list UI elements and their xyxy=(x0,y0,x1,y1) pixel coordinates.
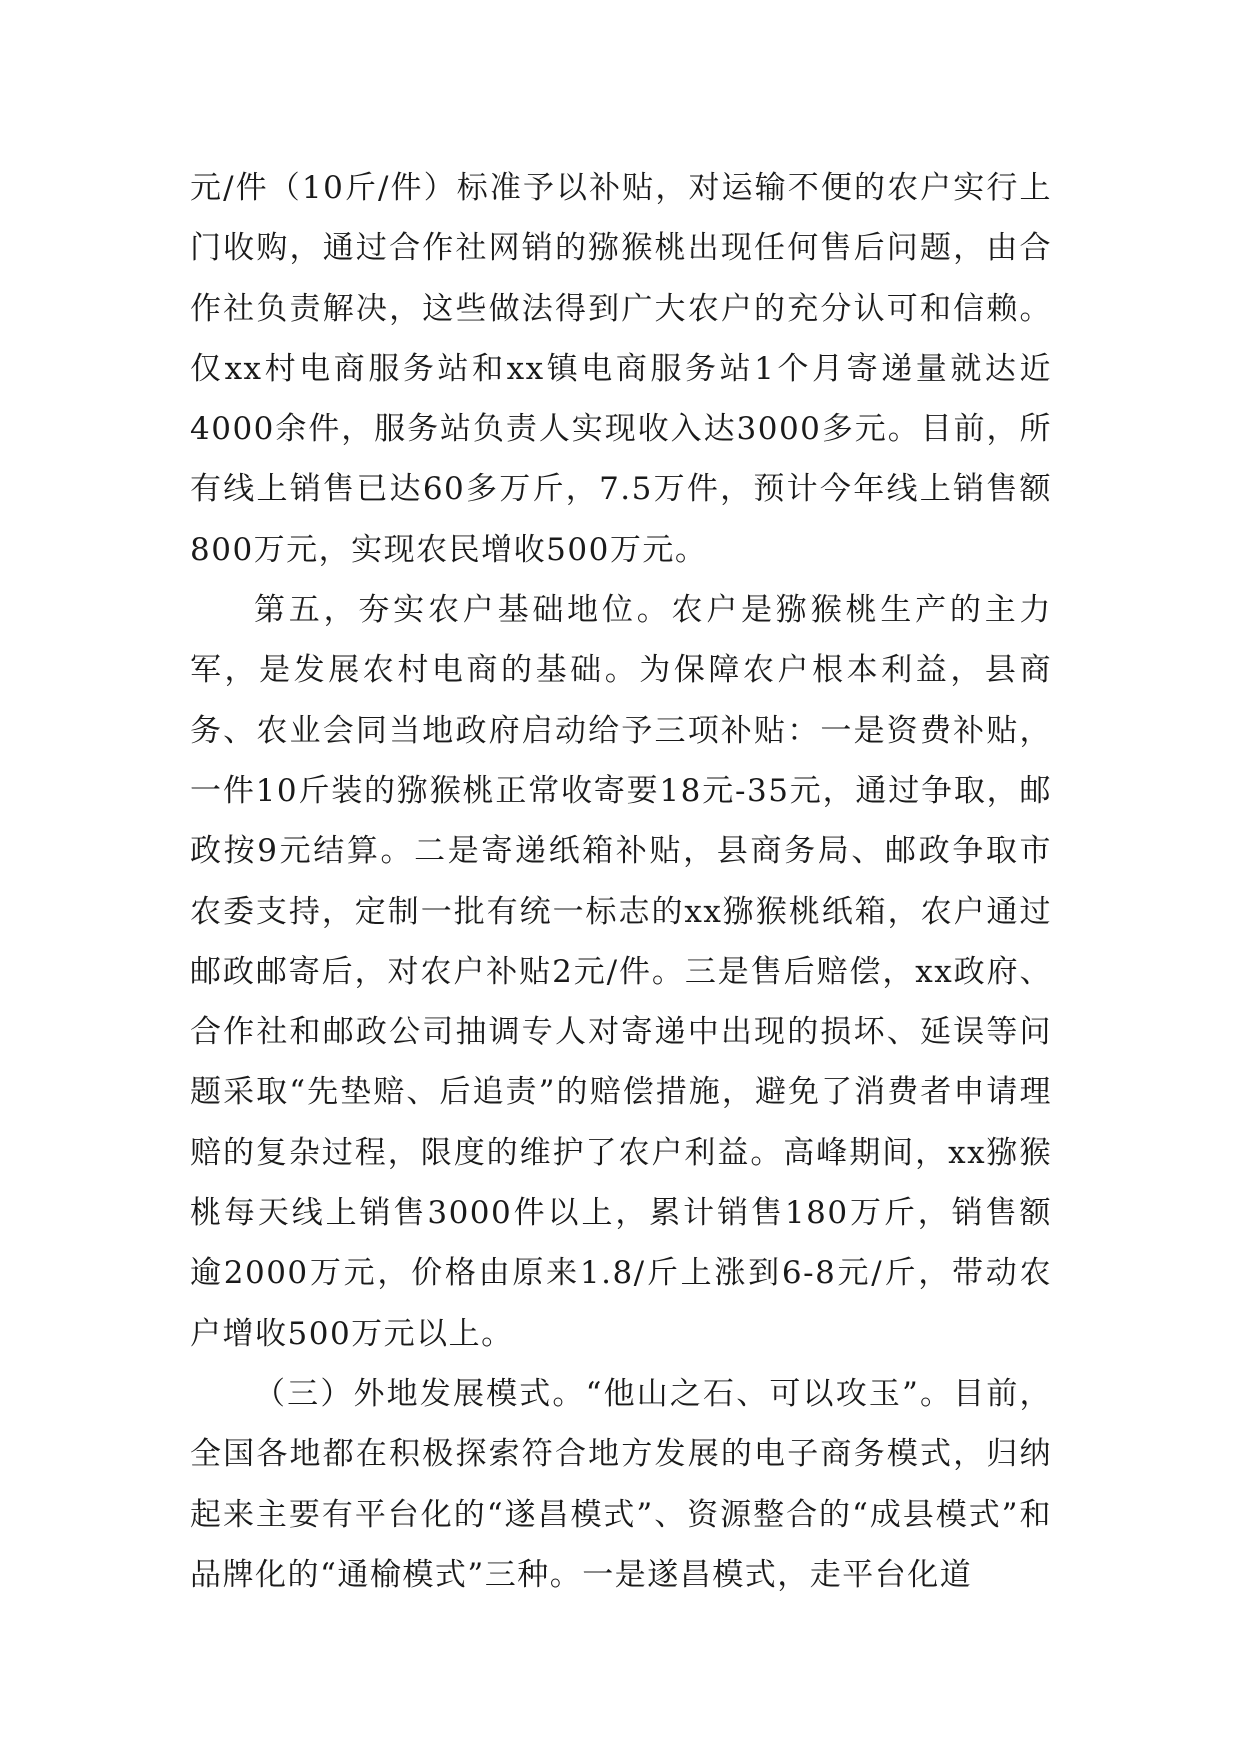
paragraph-3: （三）外地发展模式。“他山之石、可以攻玉”。目前，全国各地都在积极探索符合地方发展的电子商务模式，归纳起来主要有平台化的“遂昌模式”、资源整合的“成县模式”和品牌化的“通榆模式”三种。一是遂昌模式，走平台化道 xyxy=(190,1375,1052,1593)
paragraph-1: 元/件（10斤/件）标准予以补贴，对运输不便的农户实行上门收购，通过合作社网销的猕猴桃出现任何售后问题，由合作社负责解决，这些做法得到广大农户的充分认可和信赖。仅xx村电商服务站和xx镇电商服务站1个月寄递量就达近4000余件，服务站负责人实现收入达3000多元。目前，所有线上销售已达60多万斤，7.5万件，预计今年线上销售额800万元，实现农民增收500万元。 xyxy=(190,170,1052,568)
paragraph-2: 第五，夯实农户基础地位。农户是猕猴桃生产的主力军，是发展农村电商的基础。为保障农户根本利益，县商务、农业会同当地政府启动给予三项补贴：一是资费补贴，一件10斤装的猕猴桃正常收寄要18元-35元，通过争取，邮政按9元结算。二是寄递纸箱补贴，县商务局、邮政争取市农委支持，定制一批有统一标志的xx猕猴桃纸箱，农户通过邮政邮寄后，对农户补贴2元/件。三是售后赔偿，xx政府、合作社和邮政公司抽调专人对寄递中出现的损坏、延误等问题采取“先垫赔、后追责”的赔偿措施，避免了消费者申请理赔的复杂过程，限度的维护了农户利益。高峰期间，xx猕猴桃每天线上销售3000件以上，累计销售180万斤，销售额逾2000万元，价格由原来1.8/斤上涨到6-8元/斤，带动农户增收500万元以上。 xyxy=(190,592,1052,1352)
document-body xyxy=(190,158,1052,1605)
